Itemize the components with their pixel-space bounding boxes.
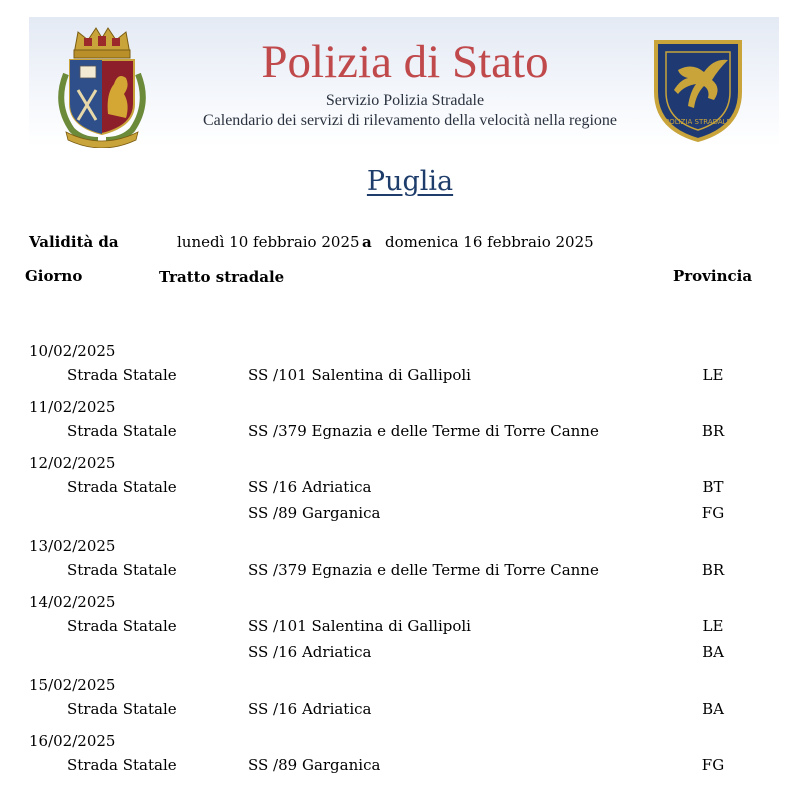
entry-date: 11/02/2025 xyxy=(29,398,116,416)
entry-road-segment: SS /16 Adriatica xyxy=(248,643,372,661)
entry-road-segment: SS /101 Salentina di Gallipoli xyxy=(248,366,471,384)
entry-road-type: Strada Statale xyxy=(67,756,177,774)
entry-road-type: Strada Statale xyxy=(67,700,177,718)
entry-road-type: Strada Statale xyxy=(67,561,177,579)
column-header-day: Giorno xyxy=(25,267,83,285)
entry-road-type: Strada Statale xyxy=(67,366,177,384)
entry-province: BT xyxy=(702,478,724,496)
page-title: Polizia di Stato xyxy=(261,36,549,88)
region-heading: Puglia xyxy=(366,166,454,197)
validity-label: Validità da xyxy=(29,233,119,251)
entry-province: BR xyxy=(701,422,725,440)
entry-province: FG xyxy=(701,756,725,774)
column-header-province: Provincia xyxy=(673,267,753,285)
entry-road-segment: SS /89 Garganica xyxy=(248,756,381,774)
entry-date: 14/02/2025 xyxy=(29,593,116,611)
entry-province: BR xyxy=(701,561,725,579)
column-header-road: Tratto stradale xyxy=(159,268,285,286)
entry-road-segment: SS /16 Adriatica xyxy=(248,478,372,496)
entry-road-segment: SS /379 Egnazia e delle Terme di Torre Canne xyxy=(248,422,599,440)
seal-text: POLIZIA STRADALE xyxy=(664,118,732,126)
police-crest-logo xyxy=(52,24,152,148)
calendar-description: Calendario dei servizi di rilevamento della velocità nella regione xyxy=(202,112,618,129)
entry-date: 12/02/2025 xyxy=(29,454,116,472)
validity-from: lunedì 10 febbraio 2025 xyxy=(177,233,360,251)
entry-date: 16/02/2025 xyxy=(29,732,116,750)
service-subtitle: Servizio Polizia Stradale xyxy=(325,92,485,109)
entry-road-type: Strada Statale xyxy=(67,478,177,496)
entry-province: LE xyxy=(702,366,724,384)
entry-road-segment: SS /101 Salentina di Gallipoli xyxy=(248,617,471,635)
entry-road-type: Strada Statale xyxy=(67,617,177,635)
entry-date: 10/02/2025 xyxy=(29,342,116,360)
entry-road-segment: SS /16 Adriatica xyxy=(248,700,372,718)
entry-province: FG xyxy=(701,504,725,522)
validity-connector: a xyxy=(362,233,372,251)
entry-province: BA xyxy=(702,700,724,718)
entry-road-segment: SS /89 Garganica xyxy=(248,504,381,522)
entry-province: BA xyxy=(702,643,724,661)
entry-province: LE xyxy=(702,617,724,635)
entry-date: 15/02/2025 xyxy=(29,676,116,694)
entry-date: 13/02/2025 xyxy=(29,537,116,555)
validity-to: domenica 16 febbraio 2025 xyxy=(385,233,594,251)
entry-road-segment: SS /379 Egnazia e delle Terme di Torre Canne xyxy=(248,561,599,579)
entry-road-type: Strada Statale xyxy=(67,422,177,440)
